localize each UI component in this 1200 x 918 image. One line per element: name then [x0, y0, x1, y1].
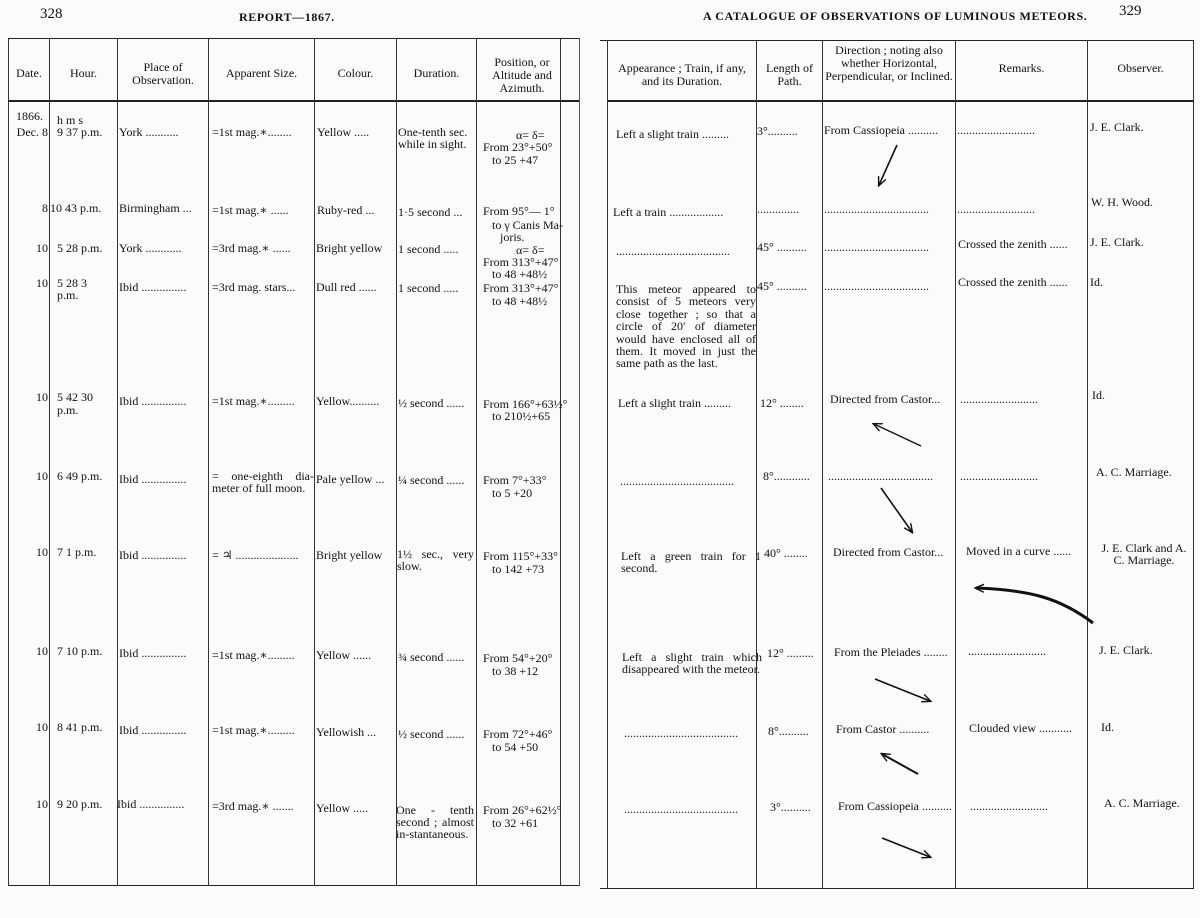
- row-hour: 7 10 p.m.: [57, 644, 103, 658]
- row-length: ..............: [757, 202, 799, 216]
- row-position-3: to 25 +47: [492, 153, 539, 167]
- arrow-row-9: [882, 754, 918, 774]
- row-observer: J. E. Clark and A. C. Marriage.: [1101, 541, 1187, 567]
- row-date: 10: [36, 545, 48, 559]
- row-appearance: This meteor appeared to consist of 5 meteors very close together ; so that a circle of 20′ of diameter would have enclosed all of them. It moved in just the same path as the last.: [616, 282, 756, 371]
- row-size: = ♃ .....................: [212, 548, 299, 562]
- row-colour: Bright yellow: [316, 241, 383, 255]
- row-duration: 1·5 second ...: [398, 205, 463, 219]
- row-position-1: From 54°+20°: [483, 651, 553, 665]
- row-direction: From Castor ..........: [836, 722, 930, 736]
- row-hour: 5 28 p.m.: [57, 241, 103, 255]
- row-observer: Id.: [1090, 275, 1103, 289]
- arrow-row-10: [882, 838, 930, 857]
- row-place: Ibid ...............: [119, 646, 187, 660]
- row-position-3: joris.: [500, 230, 525, 244]
- row-hour: 5 42 30: [57, 390, 93, 404]
- row-duration: ½ second ......: [398, 727, 465, 741]
- row-length: 40° ........: [764, 546, 808, 560]
- row-observer: Id.: [1092, 388, 1105, 402]
- row-date: 10: [36, 390, 48, 404]
- row-place: Birmingham ...: [119, 201, 192, 215]
- row-colour: Yellowish ...: [316, 725, 377, 739]
- row-position-1: α= δ=: [516, 128, 545, 142]
- arrow-row-8: [875, 679, 930, 701]
- row-size: =3rd mag.∗ ......: [212, 241, 291, 255]
- row-appearance: Left a slight train which disappeared with the meteor.: [622, 650, 762, 676]
- header-remarks: Remarks.: [998, 61, 1045, 75]
- row-position-2: to 5 +20: [492, 486, 533, 500]
- row-hour: 10 43 p.m.: [50, 201, 102, 215]
- row-size: =1st mag.∗.........: [212, 648, 295, 662]
- row-size: =3rd mag.∗ .......: [212, 799, 294, 813]
- row-length: 12° ........: [760, 396, 804, 410]
- row-duration: 1½ sec., very slow.: [397, 547, 474, 573]
- row-date: 10: [36, 720, 48, 734]
- row-place: Ibid ...............: [119, 548, 187, 562]
- row-position-2: to 54 +50: [492, 740, 539, 754]
- row-appearance: Left a slight train .........: [616, 127, 729, 141]
- row-length: 45° ..........: [757, 240, 807, 254]
- row-date: 8: [42, 201, 48, 215]
- row-length: 45° ..........: [757, 279, 807, 293]
- row-size: = one-eighth dia-meter of full moon.: [212, 469, 314, 495]
- row-duration: ¼ second ......: [398, 473, 465, 487]
- row-remarks: Crossed the zenith ......: [958, 275, 1068, 289]
- row-place: York ...........: [119, 125, 179, 139]
- row-observer: J. E. Clark.: [1090, 120, 1144, 134]
- header-appearance: Appearance ; Train, if any, and its Duration.: [618, 61, 746, 88]
- row-position-2: From 23°+50°: [483, 140, 553, 154]
- row-place: Ibid ...............: [119, 723, 187, 737]
- header-place: Place of Observation.: [132, 60, 194, 87]
- row-position-1: From 7°+33°: [483, 473, 547, 487]
- row-remarks: ..........................: [957, 123, 1035, 137]
- header-position: Position, or Altitude and Azimuth.: [492, 55, 552, 95]
- row-size: =3rd mag. stars...: [212, 280, 296, 294]
- row-place: Ibid ...............: [119, 280, 187, 294]
- row-duration: 1 second .....: [398, 281, 459, 295]
- row-appearance: Left a green train for 1 second.: [621, 549, 761, 575]
- row-colour: Pale yellow ...: [316, 472, 385, 486]
- row-direction: ...................................: [824, 279, 929, 293]
- row-direction: ...................................: [824, 202, 929, 216]
- row-position-2: to γ Canis Ma-: [492, 218, 563, 232]
- row-appearance: Left a slight train .........: [618, 396, 731, 410]
- arrow-row-5: [874, 424, 921, 446]
- row-position-2: to 142 +73: [492, 562, 545, 576]
- row-position-2: From 313°+47°: [483, 255, 559, 269]
- row-observer: W. H. Wood.: [1091, 195, 1154, 209]
- row-size: =1st mag.∗.........: [212, 394, 295, 408]
- units-label: h m s: [57, 113, 84, 127]
- row-colour: Bright yellow: [316, 548, 383, 562]
- row-place: Ibid ...............: [117, 797, 185, 811]
- row-remarks: ..........................: [960, 392, 1038, 406]
- page-number-right: 329: [1119, 3, 1142, 19]
- row-appearance: ......................................: [624, 802, 738, 816]
- row-length: 12° .........: [767, 646, 814, 660]
- row-place: York ............: [119, 241, 182, 255]
- header-size: Apparent Size.: [225, 66, 298, 80]
- row-direction: From Cassiopeia ..........: [824, 123, 938, 137]
- header-hour: Hour.: [70, 66, 97, 80]
- row-position-3: to 48 +48½: [492, 267, 548, 281]
- row-remarks: ..........................: [970, 799, 1048, 813]
- row-observer: A. C. Marriage.: [1096, 465, 1172, 479]
- page-number-left: 328: [40, 6, 63, 22]
- row-hour: 5 28 3: [57, 276, 87, 290]
- row-hour: 8 41 p.m.: [57, 720, 103, 734]
- row-duration: ¾ second ......: [398, 650, 465, 664]
- row-remarks: ..........................: [957, 202, 1035, 216]
- row-appearance: Left a train ..................: [613, 205, 724, 219]
- row-position-1: α= δ=: [516, 243, 545, 257]
- row-colour: Yellow..........: [316, 394, 380, 408]
- row-colour: Yellow .....: [316, 801, 369, 815]
- row-direction: From the Pleiades ........: [834, 645, 948, 659]
- year-label: 1866.: [16, 109, 43, 123]
- row-date: 10: [36, 276, 48, 290]
- row-direction: ...................................: [828, 469, 933, 483]
- header-length: Length of Path.: [766, 61, 813, 88]
- row-colour: Dull red ......: [316, 280, 377, 294]
- row-direction: Directed from Castor...: [833, 545, 944, 559]
- row-duration: One - tenth second ; almost in-stantaneous.: [396, 803, 474, 841]
- row-remarks: Moved in a curve ......: [966, 544, 1072, 558]
- arrow-row-6: [881, 488, 912, 532]
- row-observer: J. E. Clark.: [1090, 235, 1144, 249]
- row-position-1: From 26°+62½°: [483, 803, 562, 817]
- row-colour: Yellow ......: [316, 648, 372, 662]
- header-observer: Observer.: [1117, 61, 1164, 75]
- row-colour: Yellow .....: [317, 125, 370, 139]
- row-duration: One-tenth sec. while in sight.: [398, 125, 468, 151]
- row-remarks: Crossed the zenith ......: [958, 237, 1068, 251]
- arrow-row-7-curve: [976, 588, 1093, 623]
- row-place: Ibid ...............: [119, 472, 187, 486]
- header-duration: Duration.: [413, 66, 460, 80]
- row-remarks: ..........................: [968, 644, 1046, 658]
- header-date: Date.: [16, 66, 42, 80]
- row-observer: Id.: [1101, 720, 1114, 734]
- arrow-row-1: [879, 145, 897, 185]
- header-direction: Direction ; noting also whether Horizontal, Perpendicular, or Inclined.: [825, 43, 953, 83]
- row-date: 10: [36, 644, 48, 658]
- row-size: =1st mag.∗.........: [212, 723, 295, 737]
- row-appearance: ......................................: [624, 726, 738, 740]
- row-size: =1st mag.∗........: [212, 125, 292, 139]
- row-size: =1st mag.∗ ......: [212, 203, 289, 217]
- row-date: 10: [36, 241, 48, 255]
- row-hour: 9 37 p.m.: [57, 125, 103, 139]
- row-position-2: to 48 +48½: [492, 294, 548, 308]
- row-colour: Ruby-red ...: [317, 203, 375, 217]
- row-duration: 1 second .....: [398, 242, 459, 256]
- running-head-left: REPORT—1867.: [239, 10, 335, 24]
- row-remarks: ..........................: [960, 469, 1038, 483]
- row-position-1: From 95°— 1°: [483, 204, 555, 218]
- row-hour: 7 1 p.m.: [57, 545, 97, 559]
- row-position-2: to 38 +12: [492, 664, 539, 678]
- row-direction: From Cassiopeia ..........: [838, 799, 952, 813]
- row-observer: A. C. Marriage.: [1104, 796, 1180, 810]
- row-position-1: From 313°+47°: [483, 281, 559, 295]
- row-hour-suffix: p.m.: [57, 288, 79, 302]
- header-colour: Colour.: [337, 66, 374, 80]
- row-position-2: to 210½+65: [492, 409, 551, 423]
- row-appearance: ......................................: [616, 244, 730, 258]
- row-place: Ibid ...............: [119, 394, 187, 408]
- row-date: Dec. 8: [16, 125, 48, 139]
- row-length: 3°..........: [757, 124, 798, 138]
- row-observer: J. E. Clark.: [1099, 643, 1153, 657]
- row-date: 10: [36, 797, 48, 811]
- row-position-2: to 32 +61: [492, 816, 539, 830]
- row-date: 10: [36, 469, 48, 483]
- row-direction: Directed from Castor...: [830, 392, 941, 406]
- row-remarks: Clouded view ...........: [969, 721, 1072, 735]
- row-direction: ...................................: [824, 240, 929, 254]
- row-hour: 9 20 p.m.: [57, 797, 103, 811]
- row-position-1: From 72°+46°: [483, 727, 553, 741]
- running-head-right: A CATALOGUE OF OBSERVATIONS OF LUMINOUS METEORS.: [703, 9, 1088, 23]
- row-length: 8°............: [763, 469, 810, 483]
- row-appearance: ......................................: [620, 474, 734, 488]
- row-hour-suffix: p.m.: [57, 403, 79, 417]
- row-position-1: From 166°+63½°: [483, 397, 568, 411]
- row-length: 8°..........: [768, 724, 809, 738]
- row-length: 3°..........: [770, 800, 811, 814]
- row-hour: 6 49 p.m.: [57, 469, 103, 483]
- row-position-1: From 115°+33°: [483, 549, 558, 563]
- row-duration: ½ second ......: [398, 396, 465, 410]
